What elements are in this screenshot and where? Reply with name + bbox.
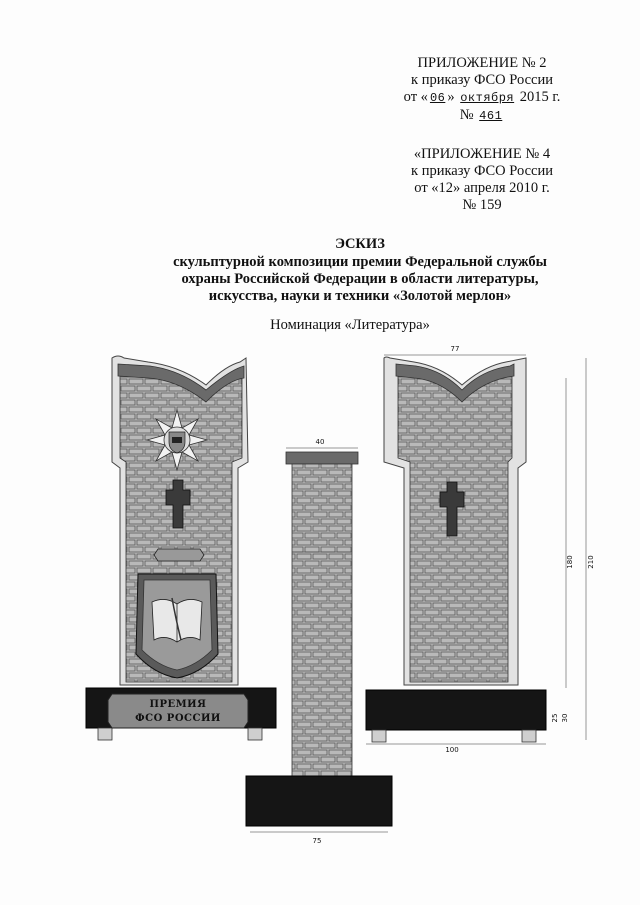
- back-foot-left: [372, 730, 386, 742]
- dim-base-h1: 25: [551, 713, 559, 723]
- dim-base-h2: 30: [561, 713, 569, 723]
- title-line-3: искусства, науки и техники «Золотой мерлон»: [208, 288, 512, 304]
- dim-height-inner: 180: [566, 555, 574, 569]
- title-line-2: охраны Российской Федерации в области литературы,: [181, 271, 539, 287]
- appendix-4-number: № 159: [462, 197, 502, 213]
- nomination-label: Номинация «Литература»: [270, 317, 430, 333]
- back-foot-right: [522, 730, 536, 742]
- plaque-line-2: ФСО РОССИИ: [135, 713, 221, 724]
- dim-base-width: 100: [445, 746, 459, 754]
- dim-side-base-width: 75: [312, 837, 322, 845]
- appendix-2-title: ПРИЛОЖЕНИЕ № 2: [417, 55, 547, 71]
- star-emblem-icon: [147, 410, 207, 470]
- front-foot-right: [248, 728, 262, 740]
- plaque-line-1: ПРЕМИЯ: [149, 699, 207, 710]
- appendix-4-order: к приказу ФСО России: [411, 163, 553, 179]
- dim-top-width: 77: [450, 345, 460, 353]
- dim-height-outer: 210: [587, 555, 595, 569]
- appendix-2-order: к приказу ФСО России: [411, 72, 553, 88]
- dim-side-width: 40: [315, 438, 325, 446]
- order-number: 461: [479, 109, 503, 123]
- appendix-2-date: от « 06 » октября 2015 г.: [403, 89, 561, 105]
- title-line-1: скульптурной композиции премии Федеральной службы: [173, 254, 547, 270]
- date-day: 06: [429, 91, 446, 105]
- book-shield-icon: [136, 574, 218, 678]
- appendix-4-date: от «12» апреля 2010 г.: [414, 180, 550, 196]
- appendix-2-number: № 461: [459, 107, 503, 123]
- side-base: [246, 776, 392, 826]
- front-view: [86, 356, 276, 740]
- appendix-4-title: «ПРИЛОЖЕНИЕ № 4: [413, 146, 551, 162]
- side-view: [246, 438, 392, 845]
- back-base: [366, 690, 546, 730]
- title-heading: ЭСКИЗ: [335, 236, 385, 252]
- back-view: [366, 345, 595, 754]
- front-foot-left: [98, 728, 112, 740]
- side-brick-body: [292, 464, 352, 776]
- side-cap: [286, 452, 358, 464]
- small-plaque: [154, 549, 204, 561]
- date-month: октября: [460, 91, 515, 105]
